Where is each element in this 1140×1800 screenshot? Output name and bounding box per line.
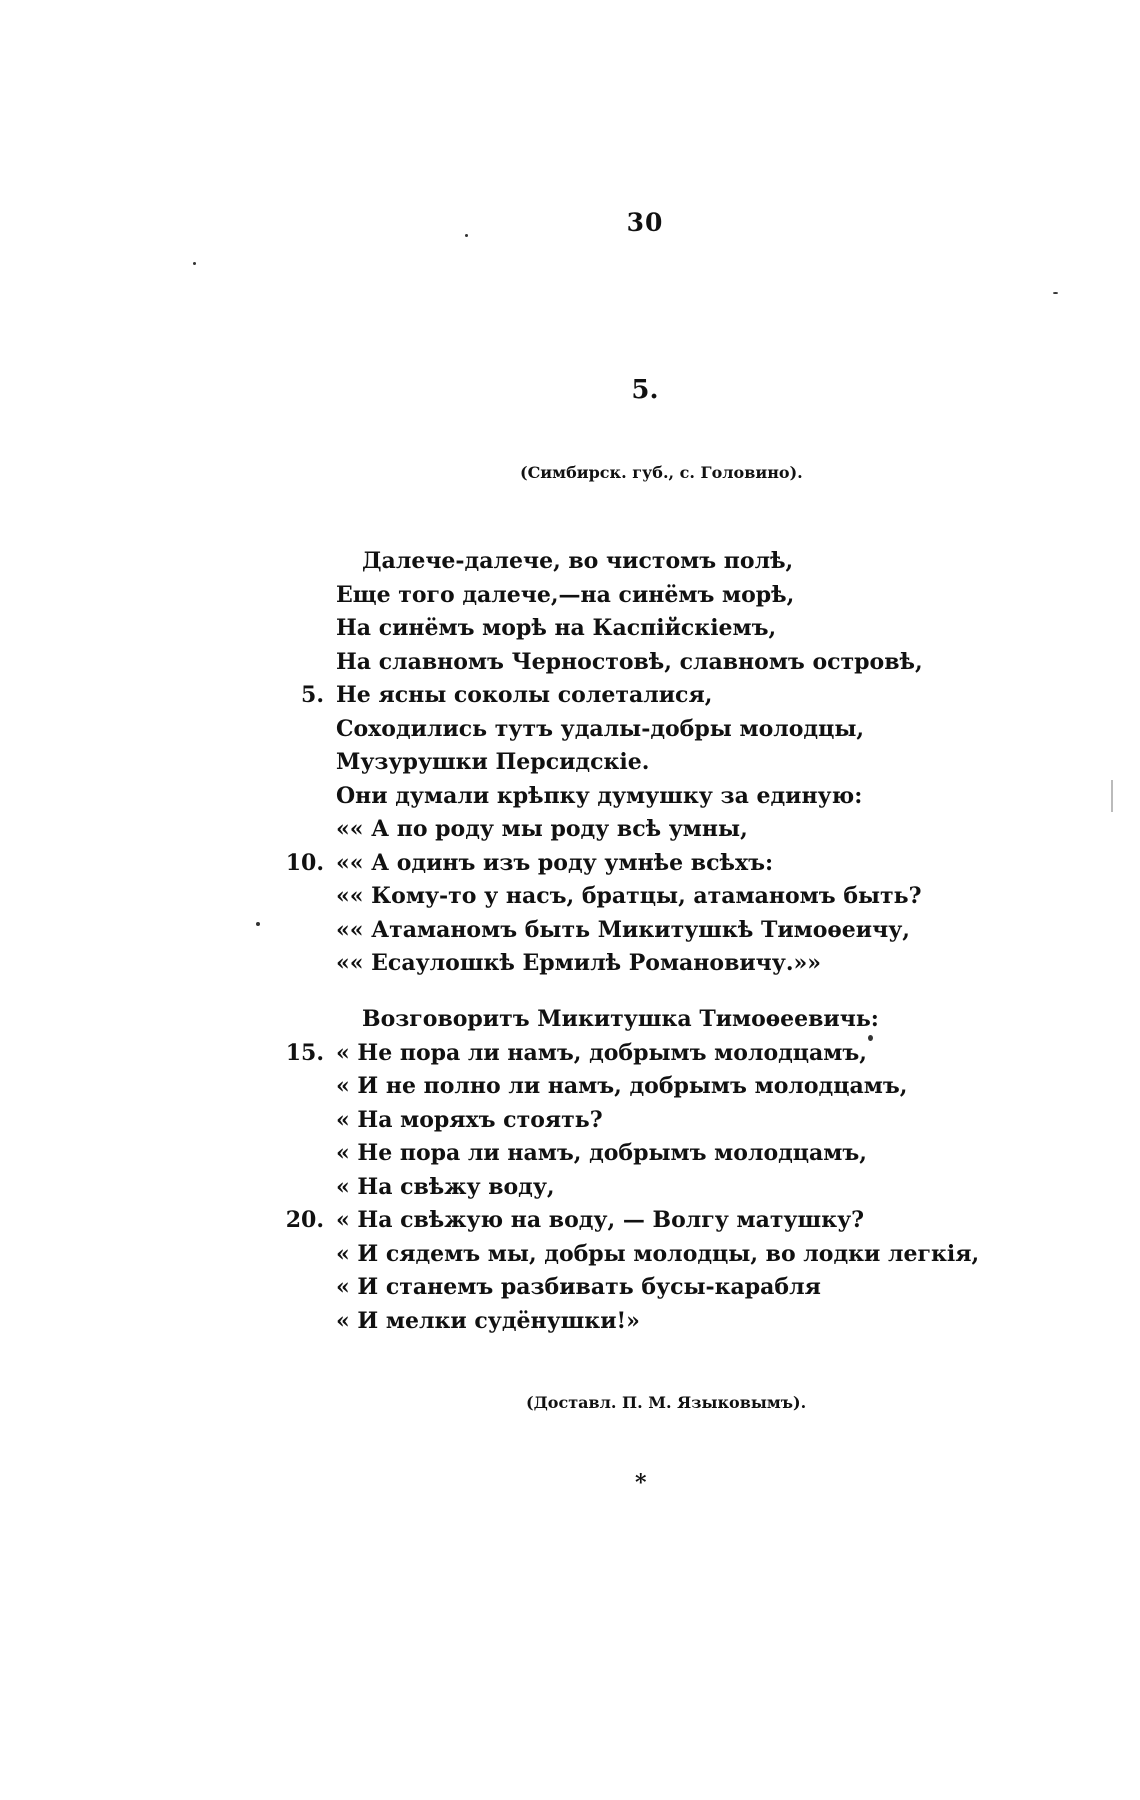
collector-credit: (Доставл. П. М. Языковымъ). — [526, 1393, 807, 1412]
verse-text: « На моряхъ стоять? — [336, 1106, 603, 1133]
verse-text: «« А одинъ изъ роду умнѣе всѣхъ: — [336, 849, 774, 876]
verse-line — [278, 1271, 898, 1305]
scan-edge-mark — [1111, 780, 1113, 812]
verse-line — [278, 579, 898, 613]
verse-text: « На свѣжую на воду, — Волгу матушку? — [336, 1207, 865, 1233]
line-number: 10. — [285, 849, 324, 876]
verse-line — [278, 1104, 898, 1138]
verse-line — [278, 880, 922, 914]
stanza-1 — [278, 545, 923, 981]
verse-line — [278, 914, 910, 948]
verse-text: Соходились тутъ удалы-добры молодцы, — [336, 715, 865, 742]
verse-text: Далече-далече, во чистомъ полѣ, — [362, 548, 794, 574]
verse-text: « И станемъ разбивать бусы-карабля — [336, 1274, 821, 1300]
verse-line — [278, 1070, 908, 1104]
verse-text: «« А по роду мы роду всѣ умны, — [336, 816, 748, 842]
verse-line — [278, 679, 898, 713]
page-number: 30 — [626, 208, 664, 237]
song-number: 5. — [631, 375, 659, 405]
verse-line — [278, 1305, 898, 1339]
stanza-2 — [278, 1003, 980, 1338]
verse-text: «« Есаулошкѣ Ермилѣ Романовичу.»» — [336, 950, 822, 976]
verse-line — [278, 780, 898, 814]
line-number: 15. — [285, 1039, 324, 1066]
verse-text: « И сядемъ мы, добры молодцы, во лодки легкія, — [336, 1240, 980, 1267]
line-number: 5. — [301, 682, 324, 708]
verse-text: На синёмъ морѣ на Каспійскіемъ, — [336, 615, 777, 641]
verse-text: « И мелки судёнушки!» — [336, 1307, 640, 1334]
scan-speck — [256, 922, 260, 926]
verse-line — [278, 1171, 898, 1205]
verse-text: Еще того далече,—на синёмъ морѣ, — [336, 581, 795, 608]
verse-line — [278, 1137, 898, 1171]
verse-line — [278, 545, 898, 579]
line-number: 20. — [285, 1207, 324, 1233]
verse-line — [278, 713, 898, 747]
scan-speck — [193, 262, 196, 265]
verse-text: « И не полно ли намъ, добрымъ молодцамъ, — [336, 1073, 908, 1099]
verse-text: Возговоритъ Микитушка Тимоѳеевичь: — [362, 1006, 879, 1032]
verse-text: На славномъ Черностовѣ, славномъ островѣ, — [336, 648, 923, 675]
verse-line — [278, 746, 898, 780]
verse-line — [278, 1037, 898, 1071]
end-ornament: * — [635, 1470, 647, 1496]
verse-text: Музурушки Персидскіе. — [336, 749, 650, 775]
verse-text: « На свѣжу воду, — [336, 1173, 555, 1200]
verse-line — [278, 847, 898, 881]
verse-text: Не ясны соколы солеталися, — [336, 682, 713, 708]
verse-text: « Не пора ли намъ, добрымъ молодцамъ, — [336, 1039, 867, 1066]
verse-line — [278, 612, 898, 646]
verse-line — [278, 1238, 980, 1272]
scan-speck — [1053, 292, 1058, 294]
scan-speck — [465, 234, 468, 237]
verse-line — [278, 646, 923, 680]
verse-line — [278, 1204, 898, 1238]
verse-text: «« Атаманомъ быть Микитушкѣ Тимоѳеичу, — [336, 916, 910, 943]
source-note: (Симбирск. губ., с. Головино). — [520, 463, 803, 482]
verse-line — [278, 813, 898, 847]
verse-text: «« Кому-то у насъ, братцы, атаманомъ быть? — [336, 883, 922, 909]
verse-line — [278, 1003, 898, 1037]
verse-text: Они думали крѣпку думушку за единую: — [336, 782, 863, 809]
scan-speck — [868, 1035, 873, 1041]
verse-line — [278, 947, 898, 981]
verse-text: « Не пора ли намъ, добрымъ молодцамъ, — [336, 1140, 867, 1166]
